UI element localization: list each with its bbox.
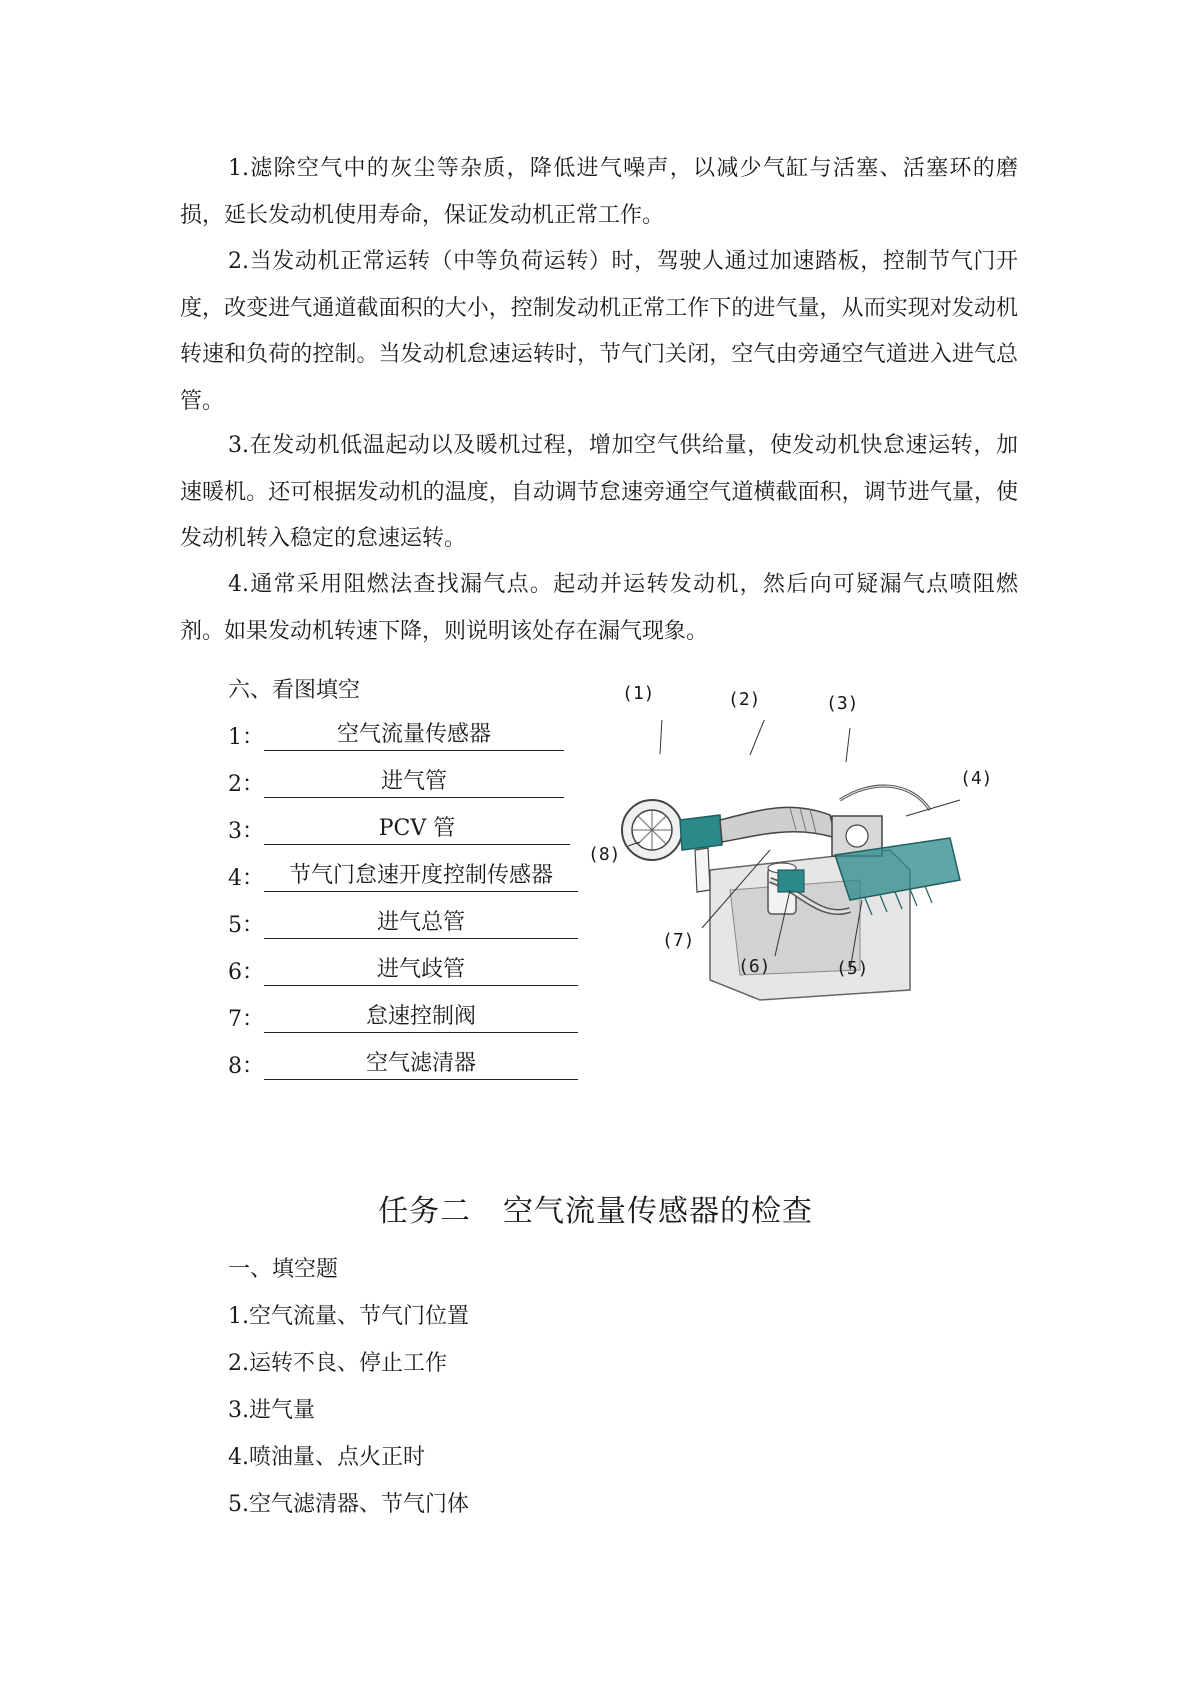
item-number: 8： — [228, 1054, 264, 1079]
answer-line: 1.空气流量、节气门位置 — [228, 1304, 469, 1329]
figure-label-5: (5) — [836, 958, 869, 979]
item-number: 1： — [228, 725, 264, 750]
answer-blank: 节气门怠速开度控制传感器 — [264, 861, 578, 892]
title-task-name: 空气流量传感器的检查 — [503, 1194, 813, 1229]
figure-label-7: (7) — [662, 930, 695, 951]
item-number: 5： — [228, 913, 264, 938]
figure-label-1: (1) — [622, 683, 655, 704]
engine-intake-diagram — [588, 683, 1070, 1060]
engine-illustration — [610, 720, 1070, 1060]
item-number: 4： — [228, 866, 264, 891]
figure-label-2: (2) — [728, 689, 761, 710]
item-number: 6： — [228, 960, 264, 985]
item-number: 3： — [228, 819, 264, 844]
answer-blank: 空气滤清器 — [264, 1049, 578, 1080]
answer-line: 2.运转不良、停止工作 — [228, 1351, 447, 1376]
item-number: 2： — [228, 772, 264, 797]
answer-blank: PCV 管 — [264, 814, 570, 845]
answer-line: 4.喷油量、点火正时 — [228, 1445, 425, 1470]
figure-label-8: (8) — [588, 844, 621, 865]
answer-blank: 进气管 — [264, 767, 564, 798]
item-number: 7： — [228, 1007, 264, 1032]
figure-label-3: (3) — [826, 693, 859, 714]
answer-blank: 空气流量传感器 — [264, 720, 564, 751]
answer-blank: 进气歧管 — [264, 955, 578, 986]
figure-label-4: (4) — [960, 768, 993, 789]
answer-blank: 进气总管 — [264, 908, 578, 939]
paragraph-1: 1.滤除空气中的灰尘等杂质，降低进气噪声，以减少气缸与活塞、活塞环的磨损，延长发动机使用寿命，保证发动机正常工作。 — [180, 156, 1018, 228]
section-heading-fill-in: 六、看图填空 — [228, 678, 361, 703]
paragraph-3: 3.在发动机低温起动以及暖机过程，增加空气供给量，使发动机快怠速运转，加速暖机。还可根据发动机的温度，自动调节怠速旁通空气道横截面积，调节进气量，使发动机转入稳定的怠速运转。 — [180, 433, 1018, 551]
title-task-number: 任务二 — [378, 1194, 471, 1229]
answer-line: 5.空气滤清器、节气门体 — [228, 1492, 469, 1517]
answer-blank: 怠速控制阀 — [264, 1002, 578, 1033]
section-heading-blanks: 一、填空题 — [228, 1257, 339, 1282]
paragraph-4: 4.通常采用阻燃法查找漏气点。起动并运转发动机，然后向可疑漏气点喷阻燃剂。如果发动机转速下降，则说明该处存在漏气现象。 — [180, 572, 1018, 644]
section-title — [0, 1186, 1191, 1230]
answer-line: 3.进气量 — [228, 1398, 315, 1423]
figure-label-6: (6) — [738, 956, 771, 977]
paragraph-2: 2.当发动机正常运转（中等负荷运转）时，驾驶人通过加速踏板，控制节气门开度，改变进气通道截面积的大小，控制发动机正常工作下的进气量，从而实现对发动机转速和负荷的控制。当发动机怠速运转时，节气门关闭，空气由旁通空气道进入进气总管。 — [180, 249, 1018, 414]
